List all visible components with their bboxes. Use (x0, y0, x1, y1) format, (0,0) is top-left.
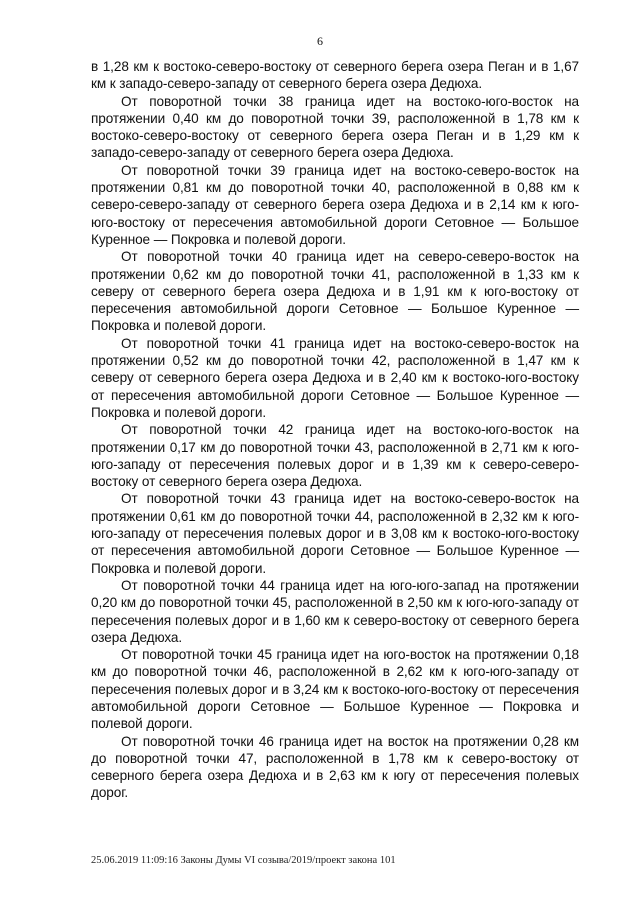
paragraph-point-39: От поворотной точки 39 граница идет на востоко-северо-восток на протяжении 0,81 км до поворотной точки 40, расположенной в 0,88 км к северо-северо-западу от северного берега озера Дедюха и в 2,14 км к юго-юго-востоку от пересечения автомобильной дороги Сетовное — Большое Куренное — Покровка и полевой дороги. (91, 162, 579, 247)
paragraph-point-38: От поворотной точки 38 граница идет на востоко-юго-восток на протяжении 0,40 км до поворотной точки 39, расположенной в 1,78 км к востоко-северо-востоку от северного берега озера Пеган и в 1,29 км к западо-северо-западу от северного берега озера Дедюха. (91, 93, 579, 161)
document-footer: 25.06.2019 11:09:16 Законы Думы VI созыва/2019/проект закона 101 (91, 855, 396, 866)
paragraph-point-46: От поворотной точки 46 граница идет на восток на протяжении 0,28 км до поворотной точки 47, расположенной в 1,78 км к северо-востоку от северного берега озера Дедюха и в 2,63 км к югу от пересечения полевых дорог. (91, 733, 579, 801)
paragraph-point-43: От поворотной точки 43 граница идет на востоко-северо-восток на протяжении 0,61 км до поворотной точки 44, расположенной в 2,32 км к юго-юго-западу от пересечения полевых дорог и в 3,08 км к востоко-юго-востоку от пересечения автомобильной дороги Сетовное — Большое Куренное — Покровка и полевой дороги. (91, 491, 579, 576)
paragraph-point-40: От поворотной точки 40 граница идет на северо-северо-восток на протяжении 0,62 км до поворотной точки 41, расположенной в 1,33 км к северу от северного берега озера Дедюха и в 1,91 км к юго-востоку от пересечения автомобильной дороги Сетовное — Большое Куренное — Покровка и полевой дороги. (91, 249, 579, 334)
page-number: 6 (317, 34, 323, 48)
paragraph-continuation: в 1,28 км к востоко-северо-востоку от северного берега озера Пеган и в 1,67 км к западо-северо-западу от северного берега озера Дедюха. (91, 59, 579, 92)
paragraph-point-45: От поворотной точки 45 граница идет на юго-восток на протяжении 0,18 км до поворотной точки 46, расположенной в 2,62 км к юго-юго-западу от пересечения полевых дорог и в 3,24 км к востоко-юго-востоку от пересечения автомобильной дороги Сетовное — Большое Куренное — Покровка и полевой дороги. (91, 647, 579, 732)
paragraph-point-44: От поворотной точки 44 граница идет на юго-юго-запад на протяжении 0,20 км до поворотной точки 45, расположенной в 2,50 км к юго-юго-западу от пересечения полевых дорог и в 1,60 км к северо-востоку от северного берега озера Дедюха. (91, 577, 579, 645)
paragraph-point-41: От поворотной точки 41 граница идет на востоко-северо-восток на протяжении 0,52 км до поворотной точки 42, расположенной в 1,47 км к северу от северного берега озера Дедюха и в 2,40 км к востоко-юго-востоку от пересечения автомобильной дороги Сетовное — Большое Куренное — Покровка и полевой дороги. (91, 335, 579, 420)
paragraph-point-42: От поворотной точки 42 граница идет на востоко-юго-восток на протяжении 0,17 км до поворотной точки 43, расположенной в 2,71 км к юго-юго-западу от пересечения полевых дорог и в 1,39 км к северо-северо-востоку от северного берега озера Дедюха. (91, 422, 579, 490)
document-body (91, 58, 579, 802)
